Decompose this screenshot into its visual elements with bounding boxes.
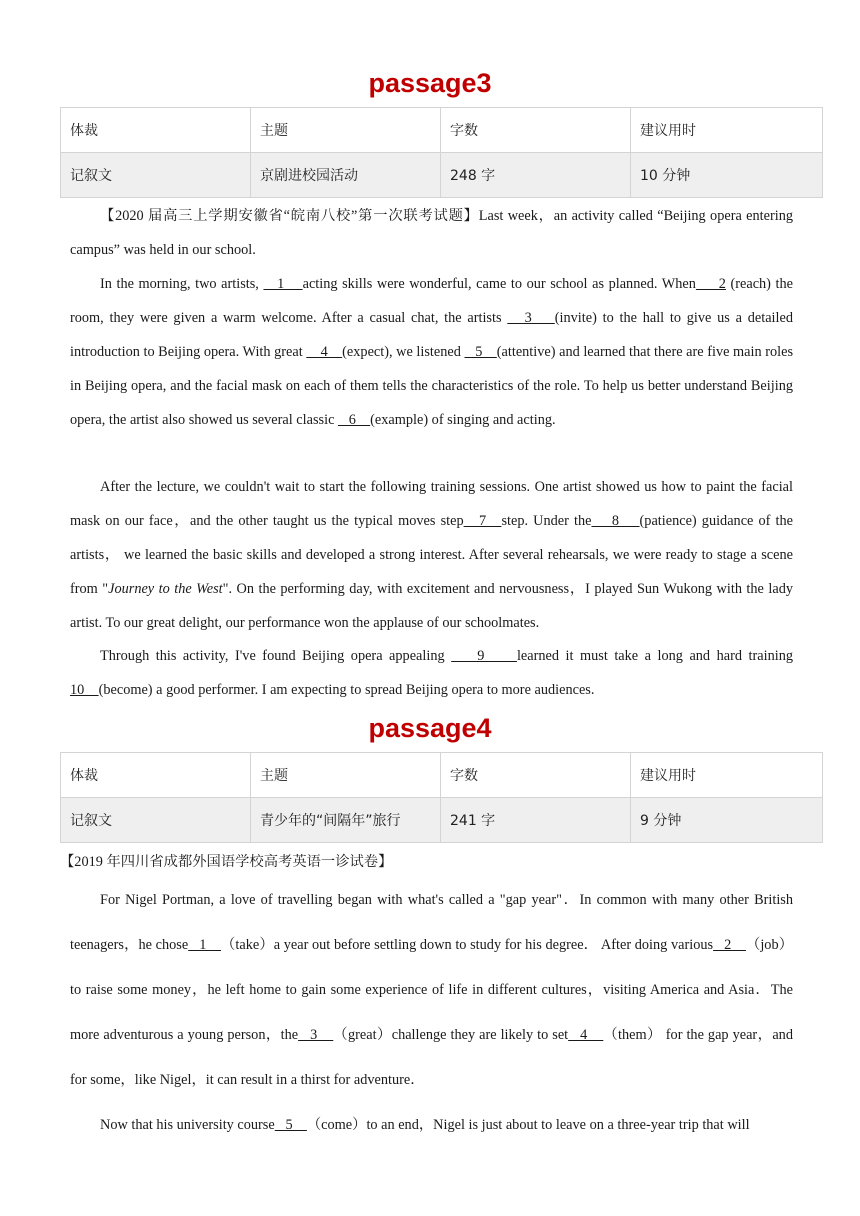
value-suggested-time: 10 分钟 [631, 153, 823, 198]
blank-6[interactable]: 6 [337, 412, 371, 428]
blank-3[interactable]: 3 [507, 310, 555, 326]
passage3-source: 【2020 届高三上学期安徽省“皖南八校”第一次联考试题】 [100, 208, 479, 224]
passage4-source: 【2019 年四川省成都外国语学校高考英语一诊试卷】 [60, 854, 393, 870]
blank-8[interactable]: 8 [591, 513, 640, 529]
blank-4[interactable]: 4 [568, 1027, 604, 1043]
header-topic: 主题 [251, 753, 441, 798]
blank-9[interactable]: 9 [451, 648, 517, 664]
passage3-paragraph-2: In the morning, two artists, 1 acting skills were wonderful, came to our school as planned. When 2 (reach) the room, they were given a warm welcome. After a casual chat, the artists 3 (invite) to the hall to give us a detailed introduction to Beijing opera. With great 4 (expect), we listened 5 (attentive) and learned that there are five main roles in Beijing opera, and the facial mask on each of them tells the characteristics of the role. To help us better understand Beijing opera, the artist also showed us several classic 6 (example) of singing and acting. [70, 276, 794, 428]
header-suggested-time: 建议用时 [631, 108, 823, 153]
passage3-title: passage3 [368, 68, 492, 98]
header-word-count: 字数 [441, 108, 631, 153]
value-word-count: 241 字 [441, 798, 631, 843]
blank-10[interactable]: 10 [70, 682, 99, 698]
blank-1[interactable]: 1 [188, 937, 222, 953]
value-genre: 记叙文 [61, 798, 251, 843]
passage3-paragraph-1: 【2020 届高三上学期安徽省“皖南八校”第一次联考试题】Last week，an activity called “Beijing opera entering campus” was held in our school. [70, 208, 793, 258]
passage4-paragraph-1: For Nigel Portman, a love of travelling began with what's called a "gap year"．In common with many other British teenagers，he chose 1 （take）a year out before settling down to study for his degree． After doing various 2 （job）to raise some money，he left home to gain some experience of life in different cultures，visiting America and Asia．The more adventurous a young person，the 3 （great）challenge they are likely to set 4 （them） for the gap year，and for some，like Nigel，it can result in a thirst for adventure． [70, 892, 793, 1088]
value-word-count: 248 字 [441, 153, 631, 198]
blank-1[interactable]: 1 [263, 276, 303, 292]
blank-3[interactable]: 3 [298, 1027, 334, 1043]
value-topic: 京剧进校园活动 [251, 153, 441, 198]
blank-7[interactable]: 7 [463, 513, 502, 529]
passage4-title: passage4 [368, 713, 492, 743]
header-genre: 体裁 [61, 108, 251, 153]
blank-4[interactable]: 4 [306, 344, 343, 360]
blank-2[interactable]: 2 [695, 276, 726, 292]
passage3-info-table [60, 107, 823, 198]
value-topic: 青少年的“间隔年”旅行 [251, 798, 441, 843]
passage4-paragraph-2: Now that his university course 5 （come）to an end，Nigel is just about to leave on a three-year trip that will [100, 1117, 750, 1133]
header-suggested-time: 建议用时 [631, 753, 823, 798]
value-suggested-time: 9 分钟 [631, 798, 823, 843]
header-genre: 体裁 [61, 753, 251, 798]
header-word-count: 字数 [441, 753, 631, 798]
passage3-paragraph-3: After the lecture, we couldn't wait to start the following training sessions. One artist showed us how to paint the facial mask on our face，and the other taught us the typical moves step 7 step. Under the 8 (patience) guidance of the artists， we learned the basic skills and developed a strong interest. After several rehearsals, we were ready to stage a scene from "Journey to the West". On the performing day, with excitement and nervousness，I played Sun Wukong with the lady artist. To our great delight, our performance won the applause of our schoolmates. [70, 479, 793, 631]
blank-5[interactable]: 5 [274, 1117, 307, 1133]
passage4-info-table [60, 752, 823, 843]
value-genre: 记叙文 [61, 153, 251, 198]
blank-5[interactable]: 5 [464, 344, 497, 360]
passage3-paragraph-4: Through this activity, I've found Beijing opera appealing 9 learned it must take a long and hard training 10 (become) a good performer. I am expecting to spread Beijing opera to more audiences. [70, 648, 793, 698]
header-topic: 主题 [251, 108, 441, 153]
blank-2[interactable]: 2 [713, 937, 746, 953]
